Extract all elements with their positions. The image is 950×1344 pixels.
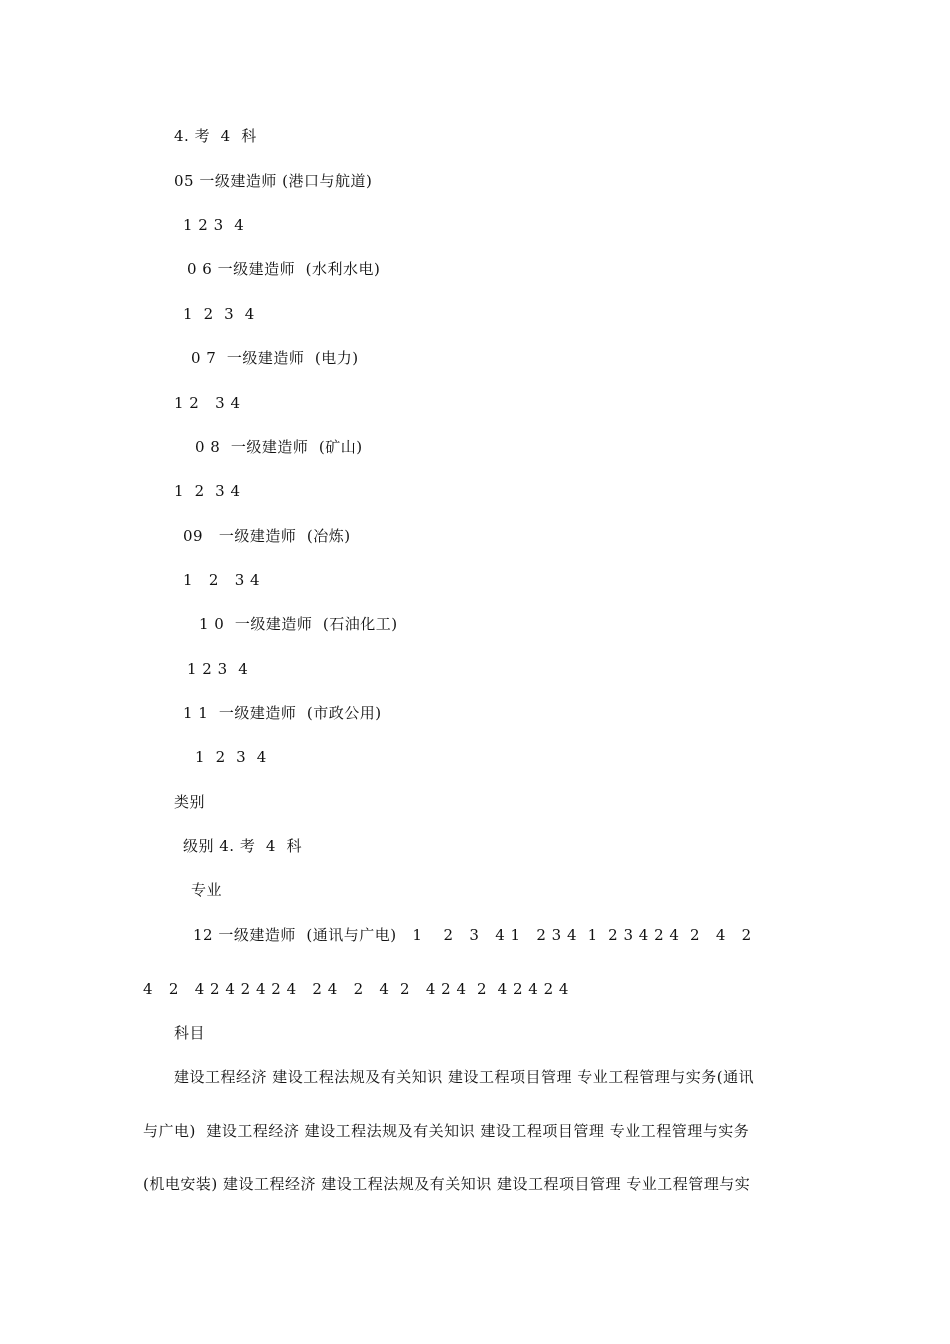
text-line-subjects: 1 2 3 4 <box>195 748 267 766</box>
text-line-subjects: 1 2 3 4 <box>183 305 255 323</box>
text-line-05-port: 05 一级建造师 (港口与航道) <box>174 172 373 190</box>
text-line-subjects: 1 2 3 4 <box>174 394 241 412</box>
text-line-06-hydro: 0 6 一级建造师 (水利水电) <box>187 260 381 278</box>
text-line-09-smelting: 09 一级建造师 (冶炼) <box>183 527 351 545</box>
text-line-subjects: 1 2 3 4 <box>183 216 245 234</box>
text-line-specialty: 专业 <box>191 881 223 899</box>
text-line-10-petrochem: 1 0 一级建造师 (石油化工) <box>199 615 398 633</box>
text-line-08-mining: 0 8 一级建造师 (矿山) <box>195 438 363 456</box>
text-line-paragraph-1: 建设工程经济 建设工程法规及有关知识 建设工程项目管理 专业工程管理与实务(通讯 <box>174 1068 755 1086</box>
text-line-category: 类别 <box>174 793 206 811</box>
text-line-level: 级别 4. 考 4 科 <box>183 837 302 855</box>
text-line-number-row: 4 2 4 2 4 2 4 2 4 2 4 2 4 2 4 2 4 2 4 2 4 2 4 <box>143 980 569 998</box>
text-line-exam-count: 4. 考 4 科 <box>174 127 257 145</box>
text-line-11-municipal: 1 1 一级建造师 (市政公用) <box>183 704 382 722</box>
text-line-subjects: 1 2 3 4 <box>187 660 249 678</box>
text-line-subjects-heading: 科目 <box>174 1024 206 1042</box>
text-line-paragraph-2: 与广电) 建设工程经济 建设工程法规及有关知识 建设工程项目管理 专业工程管理与实务 <box>143 1122 750 1140</box>
text-line-paragraph-3: (机电安装) 建设工程经济 建设工程法规及有关知识 建设工程项目管理 专业工程管理与实 <box>143 1175 751 1193</box>
text-line-subjects: 1 2 3 4 <box>174 482 241 500</box>
text-line-12-telecom: 12 一级建造师 (通讯与广电) 1 2 3 4 1 2 3 4 1 2 3 4 2 4 2 4 2 <box>193 926 752 944</box>
text-line-07-power: 0 7 一级建造师 (电力) <box>191 349 359 367</box>
text-line-subjects: 1 2 3 4 <box>183 571 261 589</box>
